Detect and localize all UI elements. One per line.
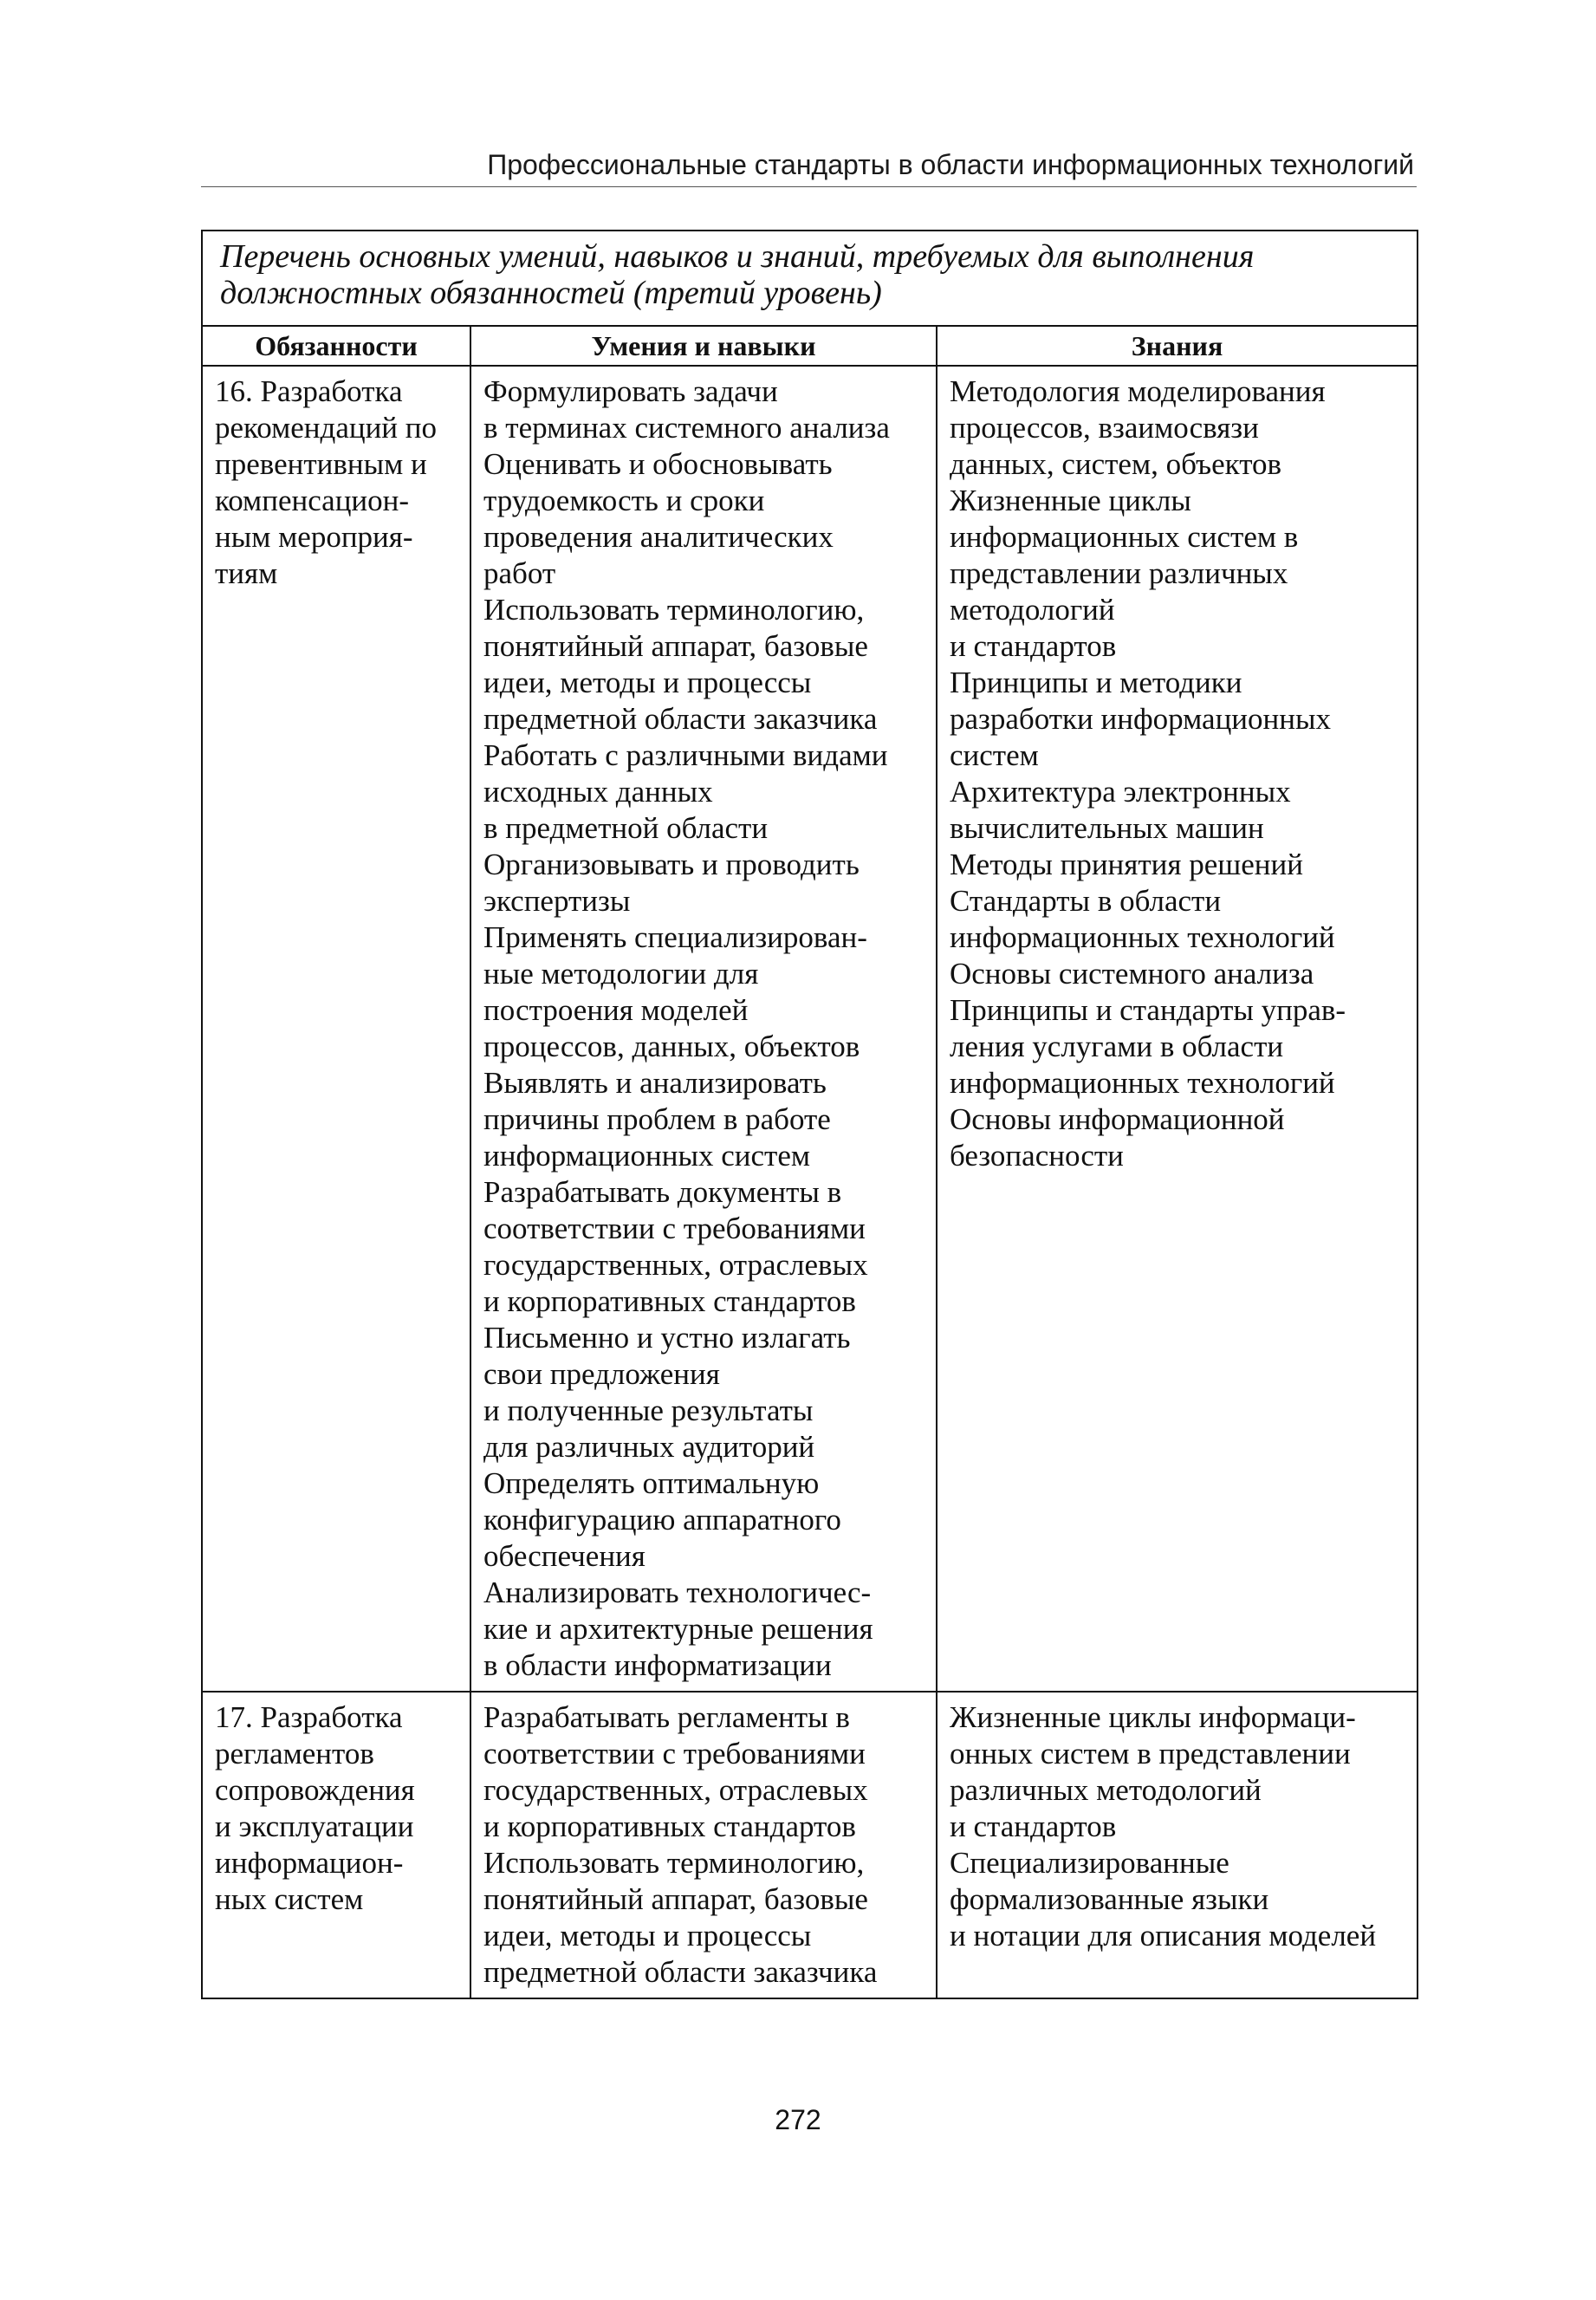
cell-line: для различных аудиторий (483, 1430, 815, 1464)
cell-line: Работать с различными видами (483, 738, 888, 772)
cell-line: в терминах системного анализа (483, 411, 890, 445)
table-row (202, 366, 1418, 1692)
cell-line: и эксплуатации (215, 1809, 414, 1843)
cell-line: информационных технологий (950, 920, 1335, 954)
column-header-knowledge: Знания (937, 326, 1418, 366)
cell-line: информационных систем (483, 1139, 811, 1173)
cell-line: компенсацион- (215, 484, 410, 517)
running-head: Профессиональные стандарты в области информационных технологий (487, 149, 1414, 180)
cell-line: различных методологий (950, 1773, 1262, 1807)
cell-line: исходных данных (483, 775, 713, 809)
duties-cell (202, 1692, 470, 1998)
duties-cell (202, 366, 470, 1692)
cell-line: и полученные результаты (483, 1394, 814, 1427)
cell-line: экспертизы (483, 884, 631, 918)
cell-line: безопасности (950, 1139, 1124, 1173)
cell-line: понятийный аппарат, базовые (483, 629, 868, 663)
cell-line: 17. Разработка (215, 1700, 403, 1734)
cell-line: Разрабатывать документы в (483, 1175, 842, 1209)
cell-line: ных систем (215, 1882, 364, 1916)
cell-line: Оценивать и обосновывать (483, 447, 833, 481)
cell-line: ным мероприя- (215, 520, 413, 554)
skills-cell (470, 1692, 937, 1998)
cell-line: Жизненные циклы (950, 484, 1191, 517)
cell-line: онных систем в представлении (950, 1737, 1351, 1770)
cell-line: и стандартов (950, 629, 1117, 663)
cell-line: Методология моделирования (950, 374, 1326, 408)
cell-line: трудоемкость и сроки (483, 484, 765, 517)
cell-line: Разрабатывать регламенты в (483, 1700, 850, 1734)
cell-line: работ (483, 556, 556, 590)
cell-line: проведения аналитических (483, 520, 834, 554)
cell-line: Специализированные (950, 1846, 1229, 1880)
caption-line: Перечень основных умений, навыков и знаний, требуемых для выполнения (220, 238, 1255, 275)
cell-line: Использовать терминологию, (483, 593, 865, 627)
skills-cell (470, 366, 937, 1692)
cell-line: Письменно и устно излагать (483, 1321, 851, 1355)
cell-line: Архитектура электронных (950, 775, 1291, 809)
cell-line: методологий (950, 593, 1115, 627)
cell-line: идеи, методы и процессы (483, 666, 812, 699)
cell-line: в предметной области (483, 811, 769, 845)
cell-line: Использовать терминологию, (483, 1846, 865, 1880)
cell-line: сопровождения (215, 1773, 415, 1807)
caption-line: должностных обязанностей (третий уровень) (220, 275, 882, 311)
cell-line: Выявлять и анализировать (483, 1066, 827, 1100)
cell-line: Анализировать технологичес- (483, 1576, 872, 1609)
cell-line: информационных систем в (950, 520, 1299, 554)
table-caption (202, 231, 1418, 326)
caption-row (202, 231, 1418, 326)
cell-line: соответствии с требованиями (483, 1212, 866, 1245)
cell-line: предметной области заказчика (483, 702, 878, 736)
cell-line: построения моделей (483, 993, 749, 1027)
cell-line: представлении различных (950, 556, 1288, 590)
cell-line: вычислительных машин (950, 811, 1264, 845)
header-row (202, 326, 1418, 366)
cell-line: Основы информационной (950, 1102, 1285, 1136)
cell-line: информационных технологий (950, 1066, 1335, 1100)
cell-line: ные методологии для (483, 957, 759, 991)
cell-line: Определять оптимальную (483, 1466, 820, 1500)
cell-line: Принципы и методики (950, 666, 1242, 699)
cell-line: процессов, взаимосвязи (950, 411, 1259, 445)
cell-line: идеи, методы и процессы (483, 1919, 812, 1952)
cell-line: обеспечения (483, 1539, 646, 1573)
cell-line: рекомендаций по (215, 411, 438, 445)
cell-line: ления услугами в области (950, 1030, 1284, 1063)
cell-line: причины проблем в работе (483, 1102, 831, 1136)
cell-line: систем (950, 738, 1039, 772)
cell-line: Организовывать и проводить (483, 848, 860, 881)
cell-line: понятийный аппарат, базовые (483, 1882, 868, 1916)
cell-line: данных, систем, объектов (950, 447, 1282, 481)
page-number: 272 (775, 2104, 821, 2135)
cell-line: Жизненные циклы информаци- (950, 1700, 1356, 1734)
cell-line: Стандарты в области (950, 884, 1222, 918)
cell-line: и нотации для описания моделей (950, 1919, 1377, 1952)
cell-line: соответствии с требованиями (483, 1737, 866, 1770)
cell-line: разработки информационных (950, 702, 1332, 736)
cell-line: Формулировать задачи (483, 374, 778, 408)
knowledge-cell (937, 1692, 1418, 1998)
cell-line: регламентов (215, 1737, 374, 1770)
cell-line: конфигурацию аппаратного (483, 1503, 841, 1537)
cell-line: государственных, отраслевых (483, 1773, 868, 1807)
cell-line: предметной области заказчика (483, 1955, 878, 1989)
cell-line: формализованные языки (950, 1882, 1269, 1916)
column-header-duties: Обязанности (202, 326, 470, 366)
cell-line: кие и архитектурные решения (483, 1612, 873, 1646)
table-row (202, 1692, 1418, 1998)
cell-line: и стандартов (950, 1809, 1117, 1843)
cell-line: 16. Разработка (215, 374, 403, 408)
cell-line: Принципы и стандарты управ- (950, 993, 1346, 1027)
cell-line: процессов, данных, объектов (483, 1030, 860, 1063)
cell-line: Основы системного анализа (950, 957, 1314, 991)
cell-line: свои предложения (483, 1357, 720, 1391)
cell-line: и корпоративных стандартов (483, 1809, 856, 1843)
cell-line: Методы принятия решений (950, 848, 1303, 881)
header-rule (201, 186, 1417, 187)
competency-table (201, 230, 1418, 1999)
cell-line: Применять специализирован- (483, 920, 867, 954)
cell-line: тиям (215, 556, 278, 590)
cell-line: государственных, отраслевых (483, 1248, 868, 1282)
cell-line: и корпоративных стандартов (483, 1284, 856, 1318)
cell-line: в области информатизации (483, 1648, 832, 1682)
knowledge-cell (937, 366, 1418, 1692)
column-header-skills: Умения и навыки (470, 326, 937, 366)
cell-line: информацион- (215, 1846, 404, 1880)
cell-line: превентивным и (215, 447, 427, 481)
